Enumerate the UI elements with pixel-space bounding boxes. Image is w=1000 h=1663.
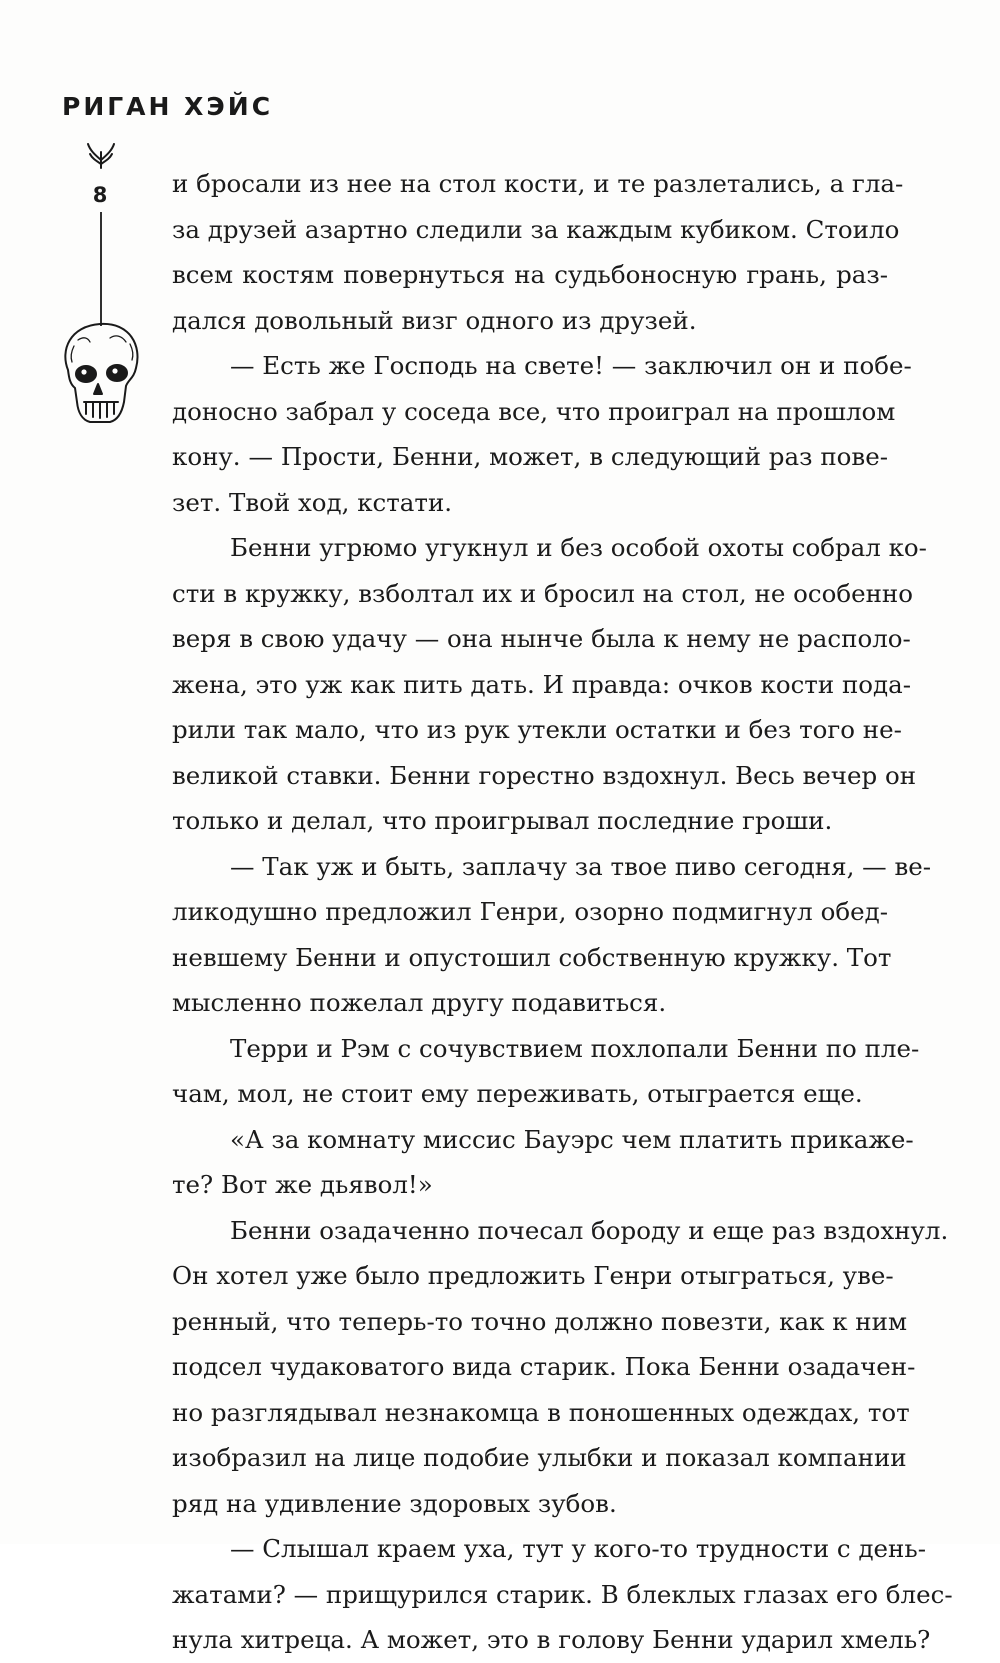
text-line: жена, это уж как пить дать. И правда: очков кости пода- [172,669,912,699]
text-line: только и делал, что проигрывал последние гроши. [172,806,833,835]
text-line: Терри и Рэм с сочувствием похлопали Бенни по пле- [230,1033,920,1063]
page-number: 8 [88,182,112,208]
text-line: ликодушно предложил Генри, озорно подмигнул обед- [172,897,888,926]
text-line: Бенни угрюмо угукнул и без особой охоты собрал ко- [230,533,927,562]
text-line: но разглядывал незнакомца в поношенных одеждах, тот [172,1397,910,1427]
text-line: всем костям повернуться на судьбоносную грань, раз- [172,260,888,289]
skull-icon [65,324,137,422]
text-line: и бросали из нее на стол кости, и те разлетались, а гла- [172,169,904,198]
text-line: подсел чудаковатого вида старик. Пока Бенни озадачен- [172,1352,916,1381]
sprout-icon [88,144,114,168]
text-line: чам, мол, не стоит ему переживать, отыграется еще. [172,1079,863,1108]
text-line: доносно забрал у соседа все, что проиграл на прошлом [172,396,896,426]
text-line: — Есть же Господь на свете! — заключил он и побе- [230,351,912,380]
body-text [172,161,953,1663]
running-head: РИГАН ХЭЙС [62,92,274,121]
text-line: дался довольный визг одного из друзей. [172,305,697,335]
text-line: ренный, что теперь-то точно должно повезти, как к ним [172,1306,908,1336]
text-line: — Так уж и быть, заплачу за твое пиво сегодня, — ве- [230,851,932,881]
text-line: — Слышал краем уха, тут у кого-то трудности с день- [230,1534,926,1563]
text-line: Он хотел уже было предложить Генри отыграться, уве- [172,1261,894,1290]
text-line: ряд на удивление здоровых зубов. [172,1488,617,1518]
text-line: веря в свою удачу — она нынче была к нему не располо- [172,624,911,653]
text-line: за друзей азартно следили за каждым кубиком. Стоило [172,214,900,244]
text-line: «А за комнату миссис Бауэрс чем платить прикаже- [230,1124,914,1154]
text-line: изобразил на лице подобие улыбки и показал компании [172,1443,907,1472]
text-line: невшему Бенни и опустошил собственную кружку. Тот [172,942,892,972]
text-line: сти в кружку, взболтал их и бросил на стол, не особенно [172,578,913,608]
text-line: кону. — Прости, Бенни, может, в следующий раз пове- [172,442,888,471]
text-line: зет. Твой ход, кстати. [172,487,453,517]
text-line: жатами? — прищурился старик. В блеклых глазах его блес- [172,1579,953,1609]
text-line: рили так мало, что из рук утекли остатки и без того не- [172,715,902,744]
text-line: мысленно пожелал другу подавиться. [172,988,667,1017]
text-line: нула хитреца. А может, это в голову Бенни ударил хмель? [172,1625,931,1654]
text-line: великой ставки. Бенни горестно вздохнул. Весь вечер он [172,760,917,790]
text-line: Бенни озадаченно почесал бороду и еще раз вздохнул. [230,1215,949,1245]
text-line: те? Вот же дьявол!» [172,1170,433,1199]
